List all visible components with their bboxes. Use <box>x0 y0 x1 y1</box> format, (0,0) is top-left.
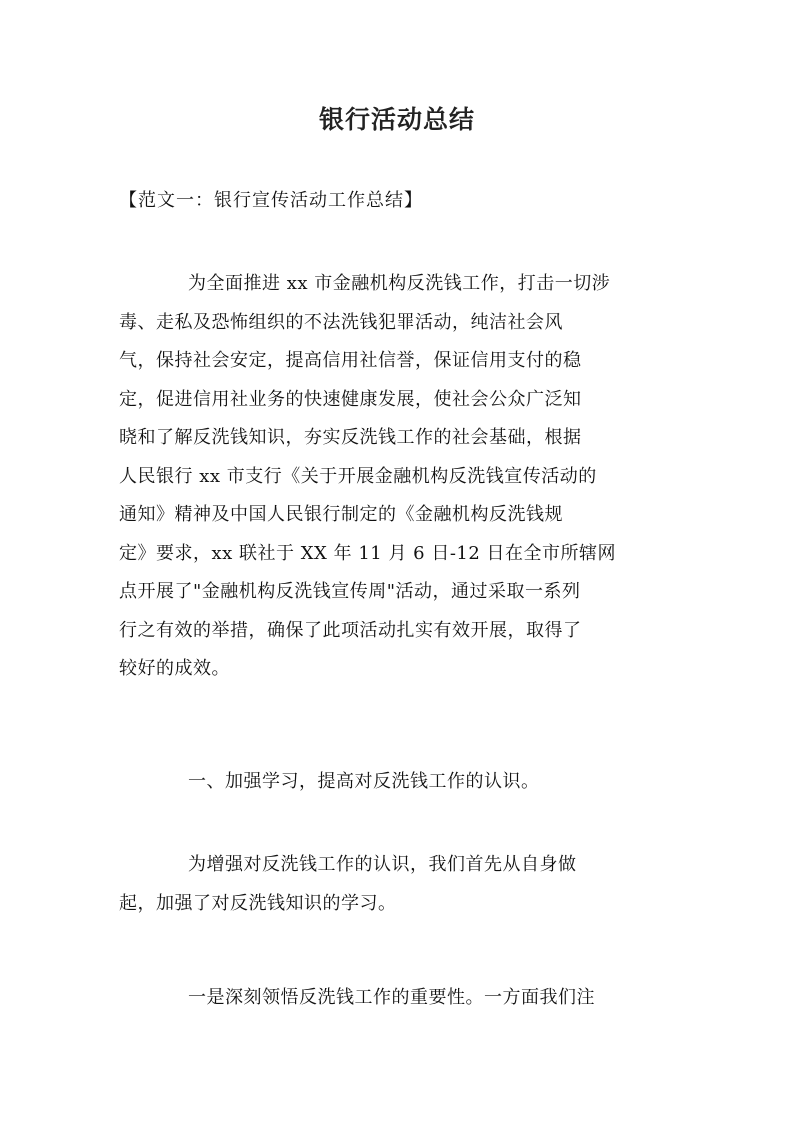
paragraph-line: 定，促进信用社业务的快速健康发展，使社会公众广泛知 <box>119 388 582 410</box>
paragraph-line: 人民银行 xx 市支行《关于开展金融机构反洗钱宣传活动的 <box>119 465 597 487</box>
paragraph-importance <box>119 979 679 1018</box>
subheading-one <box>119 763 679 802</box>
document-title: 银行活动总结 <box>318 105 475 134</box>
paragraph-line: 为全面推进 xx 市金融机构反洗钱工作，打击一切涉 <box>188 273 611 294</box>
subheading-text: 一、加强学习，提高对反洗钱工作的认识。 <box>188 771 540 792</box>
paragraph-line: 毒、走私及恐怖组织的不法洗钱犯罪活动，纯洁社会风 <box>119 311 563 333</box>
section-heading: 【范文一：银行宣传活动工作总结】 <box>119 190 423 211</box>
paragraph-line: 较好的成效。 <box>119 658 230 679</box>
paragraph-line: 起，加强了对反洗钱知识的学习。 <box>119 892 397 914</box>
paragraph-line: 一是深刻领悟反洗钱工作的重要性。一方面我们注 <box>188 987 595 1008</box>
paragraph-line: 气，保持社会安定，提高信用社信誉，保证信用支付的稳 <box>119 350 582 371</box>
paragraph-line: 晓和了解反洗钱知识，夯实反洗钱工作的社会基础，根据 <box>119 427 582 448</box>
paragraph-line: 为增强对反洗钱工作的认识，我们首先从自身做 <box>188 854 577 875</box>
paragraph-study <box>119 846 679 923</box>
paragraph-intro <box>119 265 679 689</box>
paragraph-line: 通知》精神及中国人民银行制定的《金融机构反洗钱规 <box>119 504 563 525</box>
paragraph-line: 定》要求，xx 联社于 XX 年 11 月 6 日-12 日在全市所辖网 <box>119 542 617 564</box>
paragraph-line: 点开展了"金融机构反洗钱宣传周"活动，通过采取一系列 <box>119 581 581 602</box>
paragraph-line: 行之有效的举措，确保了此项活动扎实有效开展，取得了 <box>119 619 582 641</box>
